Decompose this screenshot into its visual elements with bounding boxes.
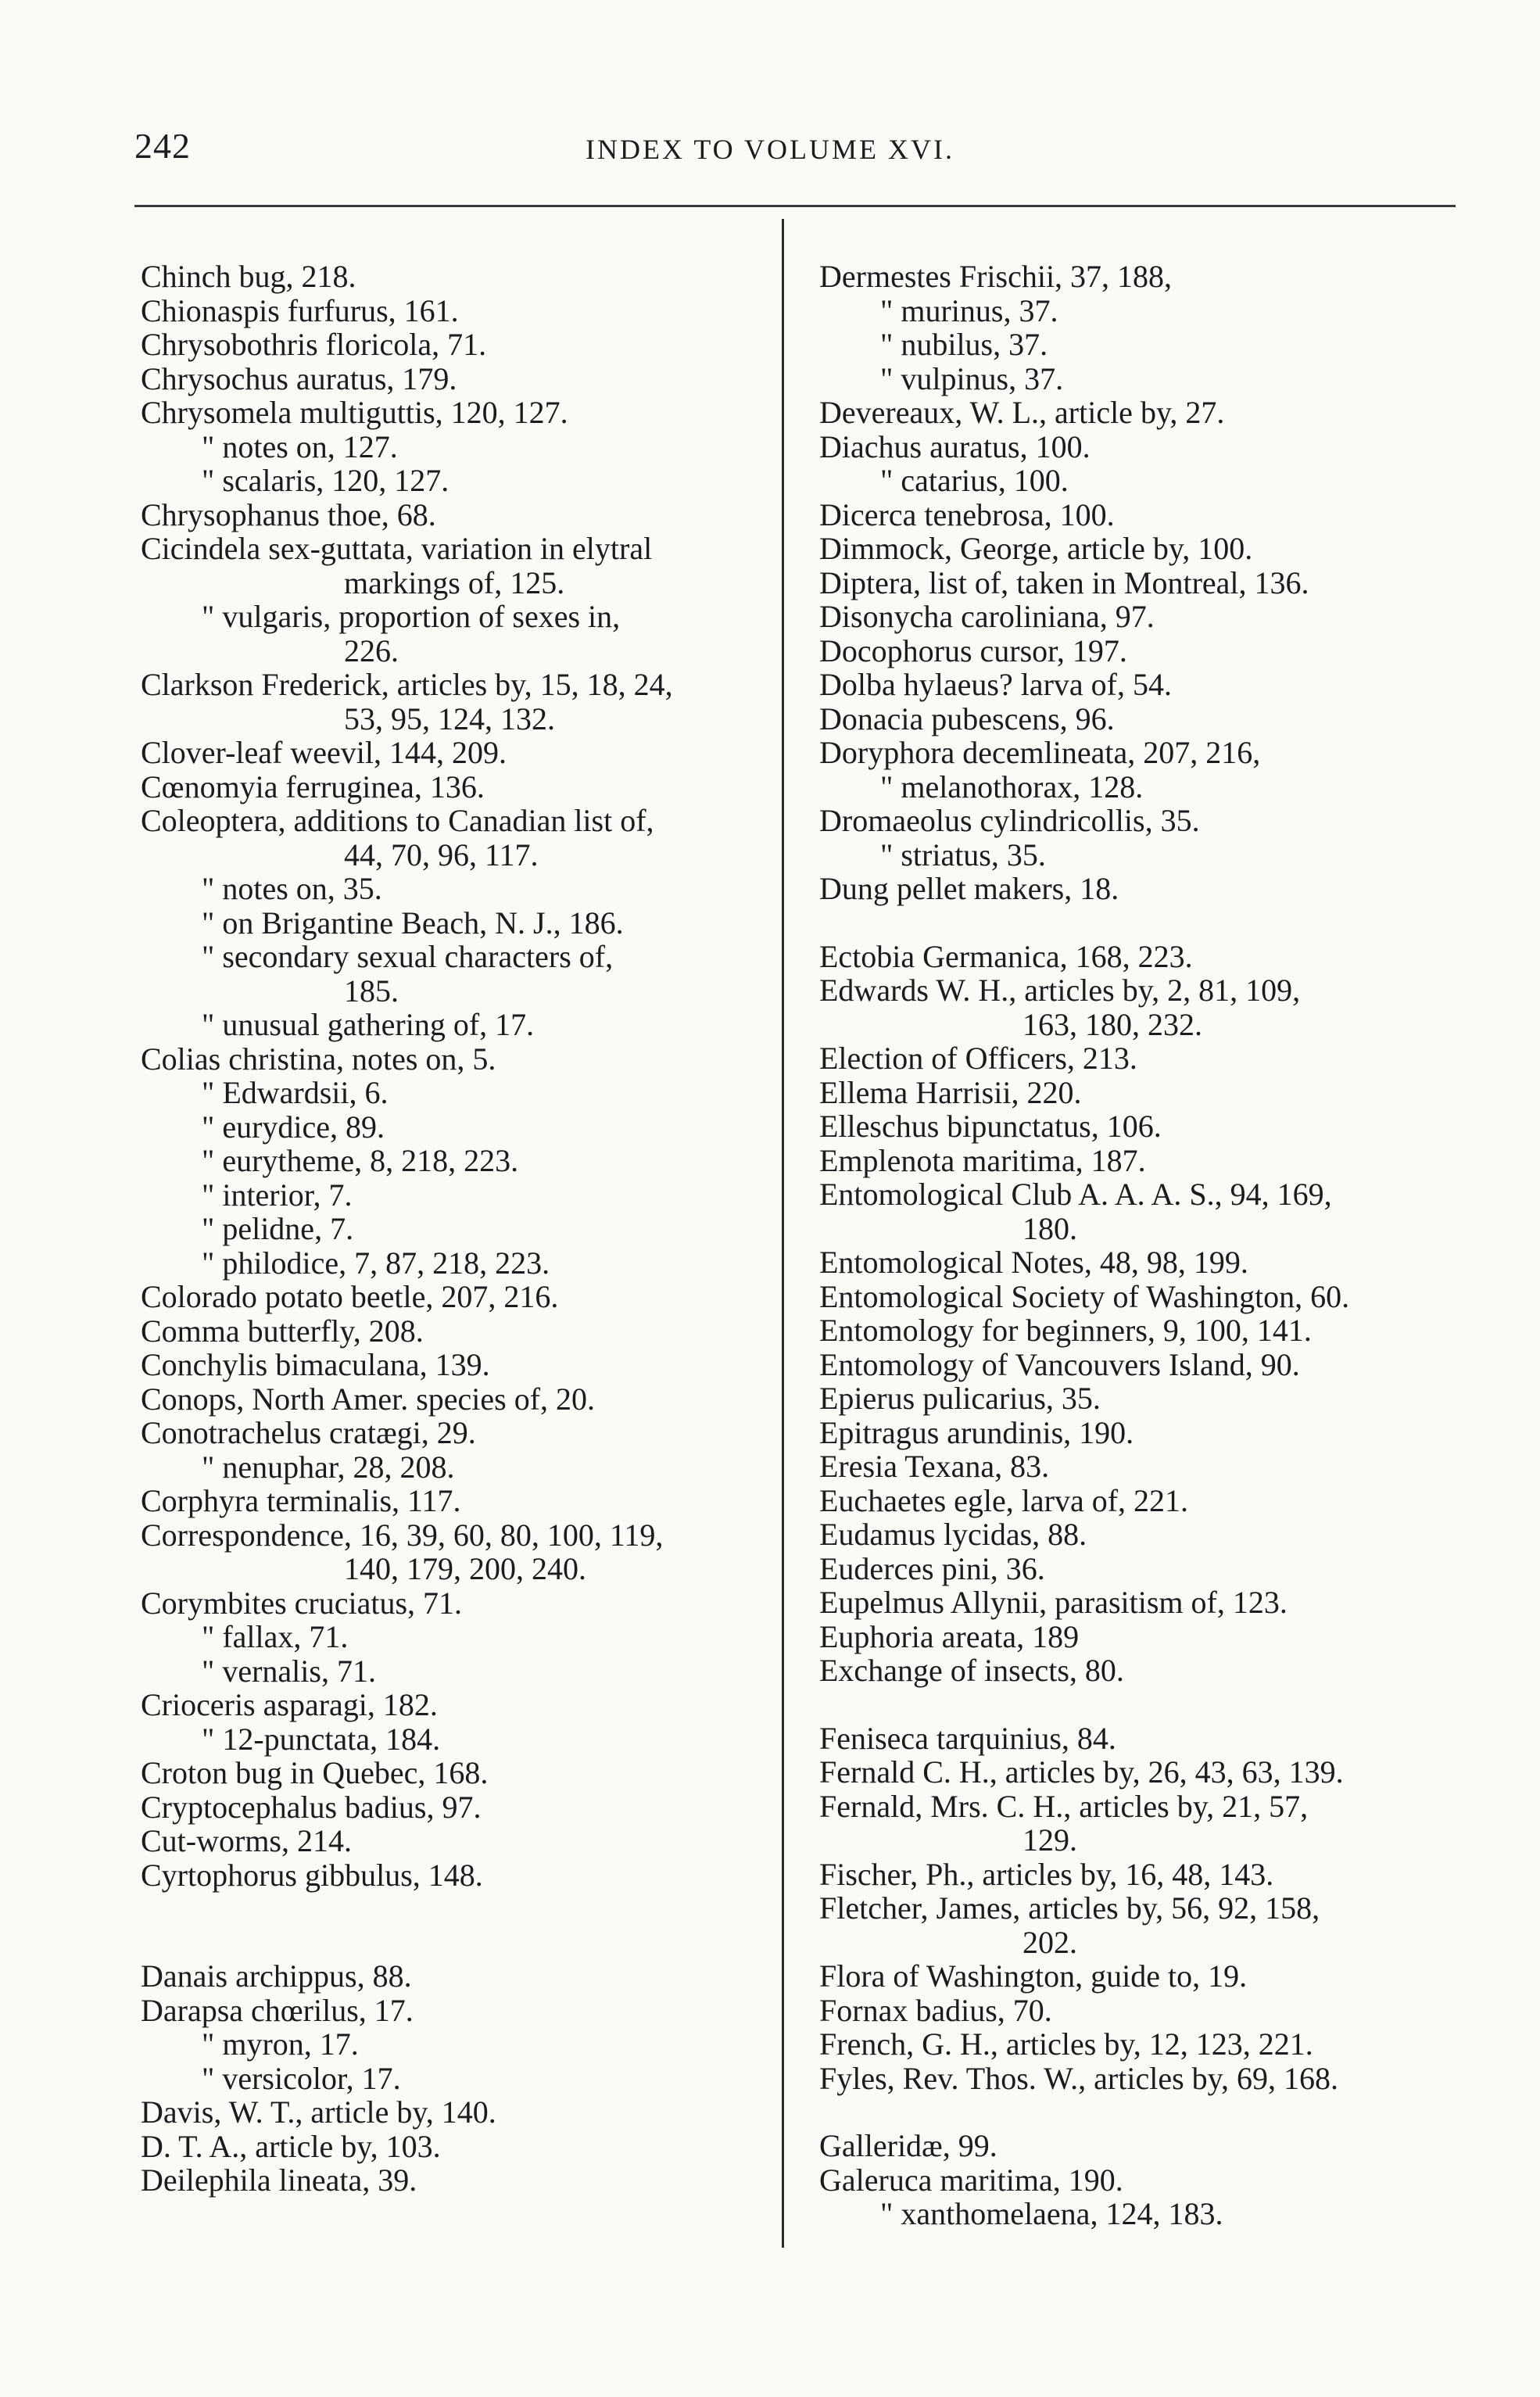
index-entry (141, 260, 766, 294)
index-entry (141, 1518, 766, 1586)
index-entry (141, 498, 766, 532)
entry-text: Feniseca tarquinius, 84. (819, 1720, 1116, 1756)
index-entry (141, 1178, 766, 1213)
index-entry (819, 1484, 1445, 1518)
entry-text: Entomology of Vancouvers Island, 90. (819, 1346, 1300, 1382)
entry-text: " catarius, 100. (880, 463, 1069, 498)
index-entry (141, 1280, 766, 1314)
index-entry (819, 2163, 1445, 2198)
index-entry (819, 1381, 1445, 1416)
index-entry (819, 668, 1445, 702)
column-divider (782, 219, 784, 2248)
entry-text: " notes on, 127. (202, 428, 398, 464)
index-entry (141, 1076, 766, 1110)
index-entry (141, 1484, 766, 1518)
index-entry (141, 532, 766, 600)
index-entry (819, 1790, 1445, 1858)
running-head: INDEX TO VOLUME XVI. (586, 134, 954, 165)
entry-text: Chrysobothris floricola, 71. (141, 327, 487, 362)
index-entry (819, 1041, 1445, 1076)
entry-text: Fernald, Mrs. C. H., articles by, 21, 57, (819, 1788, 1309, 1824)
index-entry (141, 430, 766, 464)
entry-text: " pelidne, 7. (202, 1211, 354, 1246)
entry-continuation: 163, 180, 232. (1022, 1006, 1202, 1042)
index-entry (819, 1313, 1445, 1348)
entry-text: Correspondence, 16, 39, 60, 80, 100, 119, (141, 1517, 664, 1553)
entry-text: Fyles, Rev. Thos. W., articles by, 69, 168. (819, 2060, 1339, 2096)
entry-continuation: 140, 179, 200, 240. (344, 1551, 586, 1586)
entry-text: Clarkson Frederick, articles by, 15, 18, 24, (141, 667, 673, 702)
index-entry (819, 362, 1445, 396)
entry-text: Chinch bug, 218. (141, 259, 356, 294)
entry-text: Devereaux, W. L., article by, 27. (819, 395, 1225, 430)
entry-text: Cicindela sex-guttata, variation in elytral (141, 531, 653, 566)
entry-text: Diachus auratus, 100. (819, 428, 1091, 464)
page-number: 242 (134, 126, 191, 166)
index-entry (819, 770, 1445, 804)
entry-text: Election of Officers, 213. (819, 1041, 1137, 1076)
index-entry (141, 396, 766, 430)
entry-text: Conotrachelus cratægi, 29. (141, 1415, 476, 1450)
index-entry (819, 2129, 1445, 2163)
entry-text: Exchange of insects, 80. (819, 1653, 1124, 1688)
entry-text: Entomological Society of Washington, 60. (819, 1278, 1350, 1314)
entry-text: Comma butterfly, 208. (141, 1313, 424, 1349)
index-entry (141, 1382, 766, 1417)
index-entry (819, 973, 1445, 1041)
entry-text: Galleridæ, 99. (819, 2128, 997, 2163)
index-entry (819, 1348, 1445, 1382)
entry-text: Fornax badius, 70. (819, 1992, 1052, 2028)
entry-text: Cryptocephalus badius, 97. (141, 1789, 482, 1825)
index-entry (819, 1858, 1445, 1892)
index-entry (141, 2062, 766, 2096)
index-column-left (141, 260, 766, 2198)
index-entry (819, 1891, 1445, 1959)
index-entry (819, 702, 1445, 736)
entry-text: Disonycha caroliniana, 97. (819, 599, 1155, 634)
index-entry (141, 940, 766, 1008)
index-entry (819, 294, 1445, 328)
index-entry (141, 736, 766, 770)
entry-text: " on Brigantine Beach, N. J., 186. (202, 905, 624, 941)
entry-text: " scalaris, 120, 127. (202, 463, 449, 498)
index-entry (819, 328, 1445, 362)
index-entry (819, 1144, 1445, 1178)
index-entry (141, 1042, 766, 1077)
index-entry (819, 1245, 1445, 1280)
entry-text: D. T. A., article by, 103. (141, 2128, 441, 2164)
entry-text: Dolba hylaeus? larva of, 54. (819, 667, 1172, 702)
entry-text: Edwards W. H., articles by, 2, 81, 109, (819, 973, 1301, 1008)
entry-text: " nenuphar, 28, 208. (202, 1449, 455, 1485)
section-gap (819, 2095, 1445, 2129)
entry-text: Clover-leaf weevil, 144, 209. (141, 735, 507, 770)
entry-text: " versicolor, 17. (202, 2060, 401, 2096)
entry-text: " xanthomelaena, 124, 183. (880, 2196, 1223, 2231)
entry-text: " unusual gathering of, 17. (202, 1007, 535, 1042)
entry-text: " vernalis, 71. (202, 1653, 376, 1689)
entry-text: Euphoria areata, 189 (819, 1618, 1080, 1654)
entry-text: Cyrtophorus gibbulus, 148. (141, 1857, 483, 1893)
index-entry (141, 1790, 766, 1825)
entry-text: Crioceris asparagi, 182. (141, 1687, 438, 1722)
entry-continuation: 129. (1022, 1822, 1077, 1858)
entry-text: Dermestes Frischii, 37, 188, (819, 259, 1173, 294)
entry-text: French, G. H., articles by, 12, 123, 221. (819, 2026, 1313, 2062)
entry-text: " murinus, 37. (880, 292, 1058, 328)
entry-text: " vulpinus, 37. (880, 360, 1064, 396)
index-entry (141, 804, 766, 872)
index-entry (141, 1620, 766, 1654)
index-column-right (819, 260, 1445, 2231)
index-entry (141, 1722, 766, 1757)
index-entry (141, 600, 766, 668)
index-entry (141, 1654, 766, 1689)
index-entry (819, 430, 1445, 464)
section-gap (819, 906, 1445, 940)
entry-text: " myron, 17. (202, 2026, 359, 2062)
entry-text: Dung pellet makers, 18. (819, 871, 1119, 906)
entry-text: " nubilus, 37. (880, 327, 1048, 362)
entry-text: Elleschus bipunctatus, 106. (819, 1109, 1162, 1144)
entry-text: Fischer, Ph., articles by, 16, 48, 143. (819, 1856, 1274, 1892)
entry-text: Dimmock, George, article by, 100. (819, 531, 1253, 566)
index-entry (819, 464, 1445, 498)
entry-text: Dromaeolus cylindricollis, 35. (819, 803, 1200, 838)
index-entry (141, 1212, 766, 1246)
entry-text: " eurydice, 89. (202, 1109, 385, 1145)
index-entry (819, 872, 1445, 906)
entry-text: Deilephila lineata, 39. (141, 2162, 417, 2198)
index-entry (141, 1348, 766, 1382)
entry-text: Coleoptera, additions to Canadian list of, (141, 803, 654, 838)
entry-continuation: 226. (344, 632, 399, 668)
entry-text: Darapsa chœrilus, 17. (141, 1992, 414, 2028)
index-entry (141, 1450, 766, 1485)
index-entry (819, 1654, 1445, 1688)
index-entry (819, 532, 1445, 566)
index-entry (141, 1586, 766, 1621)
entry-text: " vulgaris, proportion of sexes in, (202, 599, 621, 634)
index-entry (141, 770, 766, 804)
index-entry (819, 260, 1445, 294)
index-entry (819, 396, 1445, 430)
entry-continuation: 185. (344, 973, 399, 1009)
entry-text: Cut-worms, 214. (141, 1823, 352, 1858)
entry-text: Epitragus arundinis, 190. (819, 1414, 1134, 1450)
entry-text: Corphyra terminalis, 117. (141, 1483, 461, 1518)
entry-continuation: markings of, 125. (344, 564, 565, 600)
entry-continuation: 180. (1022, 1210, 1077, 1246)
index-entry (141, 906, 766, 941)
entry-text: Colorado potato beetle, 207, 216. (141, 1279, 559, 1314)
entry-text: Danais archippus, 88. (141, 1958, 412, 1994)
entry-text: Eupelmus Allynii, parasitism of, 123. (819, 1585, 1288, 1620)
index-entry (819, 1755, 1445, 1790)
index-entry (819, 2062, 1445, 2096)
index-entry (819, 1620, 1445, 1654)
entry-text: " Edwardsii, 6. (202, 1075, 389, 1110)
entry-text: Chrysophanus thoe, 68. (141, 496, 436, 532)
entry-text: " fallax, 71. (202, 1619, 349, 1654)
entry-continuation: 44, 70, 96, 117. (344, 837, 539, 872)
entry-text: Euderces pini, 36. (819, 1550, 1045, 1586)
index-entry (141, 2095, 766, 2130)
entry-text: Doryphora decemlineata, 207, 216, (819, 735, 1261, 770)
index-entry (819, 1076, 1445, 1110)
entry-text: " notes on, 35. (202, 871, 382, 906)
index-entry (141, 872, 766, 906)
index-entry (819, 634, 1445, 668)
index-entry (819, 1994, 1445, 2028)
index-entry (819, 736, 1445, 770)
index-entry (819, 940, 1445, 974)
index-entry (141, 1416, 766, 1450)
section-gap (819, 1688, 1445, 1722)
index-entry (819, 1177, 1445, 1245)
entry-continuation: 202. (1022, 1924, 1077, 1960)
entry-text: Colias christina, notes on, 5. (141, 1041, 496, 1077)
index-entry (141, 1314, 766, 1349)
entry-text: Entomological Notes, 48, 98, 199. (819, 1245, 1248, 1280)
entry-text: Chrysomela multiguttis, 120, 127. (141, 395, 568, 430)
entry-text: Conchylis bimaculana, 139. (141, 1347, 490, 1382)
index-entry (141, 1824, 766, 1858)
index-entry (141, 1858, 766, 1893)
page-header (0, 125, 1540, 172)
index-entry (819, 838, 1445, 872)
entry-text: Ectobia Germanica, 168, 223. (819, 938, 1193, 974)
entry-text: " 12-punctata, 184. (202, 1721, 441, 1757)
entry-text: Fernald C. H., articles by, 26, 43, 63, 139. (819, 1754, 1344, 1790)
entry-text: Corymbites cruciatus, 71. (141, 1585, 463, 1621)
entry-text: Ellema Harrisii, 220. (819, 1074, 1082, 1110)
index-entry (819, 1585, 1445, 1620)
entry-continuation: 53, 95, 124, 132. (344, 700, 555, 736)
index-entry (819, 566, 1445, 600)
index-entry (819, 498, 1445, 532)
entry-text: Flora of Washington, guide to, 19. (819, 1958, 1248, 1994)
index-entry (141, 328, 766, 362)
index-entry (819, 1552, 1445, 1586)
index-entry (141, 1959, 766, 1994)
index-entry (819, 1517, 1445, 1552)
index-entry (141, 294, 766, 328)
index-entry (141, 2027, 766, 2062)
entry-text: Epierus pulicarius, 35. (819, 1381, 1101, 1416)
index-entry (141, 1110, 766, 1145)
index-entry (141, 464, 766, 498)
entry-text: Dicerca tenebrosa, 100. (819, 496, 1115, 532)
entry-text: Conops, North Amer. species of, 20. (141, 1381, 596, 1417)
index-entry (819, 1959, 1445, 1994)
entry-text: " interior, 7. (202, 1177, 353, 1213)
index-entry (819, 804, 1445, 838)
index-entry (141, 1144, 766, 1178)
entry-text: Donacia pubescens, 96. (819, 700, 1115, 736)
header-rule (134, 205, 1456, 207)
entry-text: Emplenota maritima, 187. (819, 1142, 1146, 1178)
index-entry (819, 600, 1445, 634)
entry-text: Docophorus cursor, 197. (819, 632, 1127, 668)
index-entry (141, 1994, 766, 2028)
index-entry (819, 2027, 1445, 2062)
index-entry (141, 1008, 766, 1042)
index-entry (141, 1246, 766, 1281)
entry-text: Cœnomyia ferruginea, 136. (141, 769, 485, 804)
entry-text: " philodice, 7, 87, 218, 223. (202, 1245, 550, 1281)
index-entry (819, 2197, 1445, 2231)
entry-text: " eurytheme, 8, 218, 223. (202, 1143, 519, 1178)
index-entry (141, 362, 766, 396)
index-entry (819, 1109, 1445, 1144)
section-gap (141, 1892, 766, 1959)
entry-text: Chionaspis furfurus, 161. (141, 292, 459, 328)
entry-text: Davis, W. T., article by, 140. (141, 2094, 496, 2130)
entry-text: " secondary sexual characters of, (202, 939, 614, 974)
entry-text: Entomology for beginners, 9, 100, 141. (819, 1313, 1312, 1348)
entry-text: Diptera, list of, taken in Montreal, 136. (819, 564, 1309, 600)
index-entry (819, 1722, 1445, 1756)
index-entry (819, 1449, 1445, 1484)
index-entry (141, 2163, 766, 2198)
entry-text: Euchaetes egle, larva of, 221. (819, 1482, 1189, 1518)
index-entry (141, 1688, 766, 1722)
index-entry (141, 2130, 766, 2164)
entry-text: Croton bug in Quebec, 168. (141, 1755, 489, 1790)
entry-text: Entomological Club A. A. A. S., 94, 169, (819, 1177, 1332, 1212)
index-entry (141, 668, 766, 736)
index-entry (819, 1280, 1445, 1314)
entry-text: Galeruca maritima, 190. (819, 2162, 1123, 2198)
index-entry (819, 1416, 1445, 1450)
entry-text: Chrysochus auratus, 179. (141, 360, 457, 396)
index-entry (141, 1756, 766, 1790)
entry-text: " striatus, 35. (880, 837, 1046, 872)
entry-text: Fletcher, James, articles by, 56, 92, 158, (819, 1890, 1320, 1926)
entry-text: Eudamus lycidas, 88. (819, 1517, 1087, 1552)
entry-text: " melanothorax, 128. (880, 769, 1144, 804)
entry-text: Eresia Texana, 83. (819, 1449, 1050, 1484)
